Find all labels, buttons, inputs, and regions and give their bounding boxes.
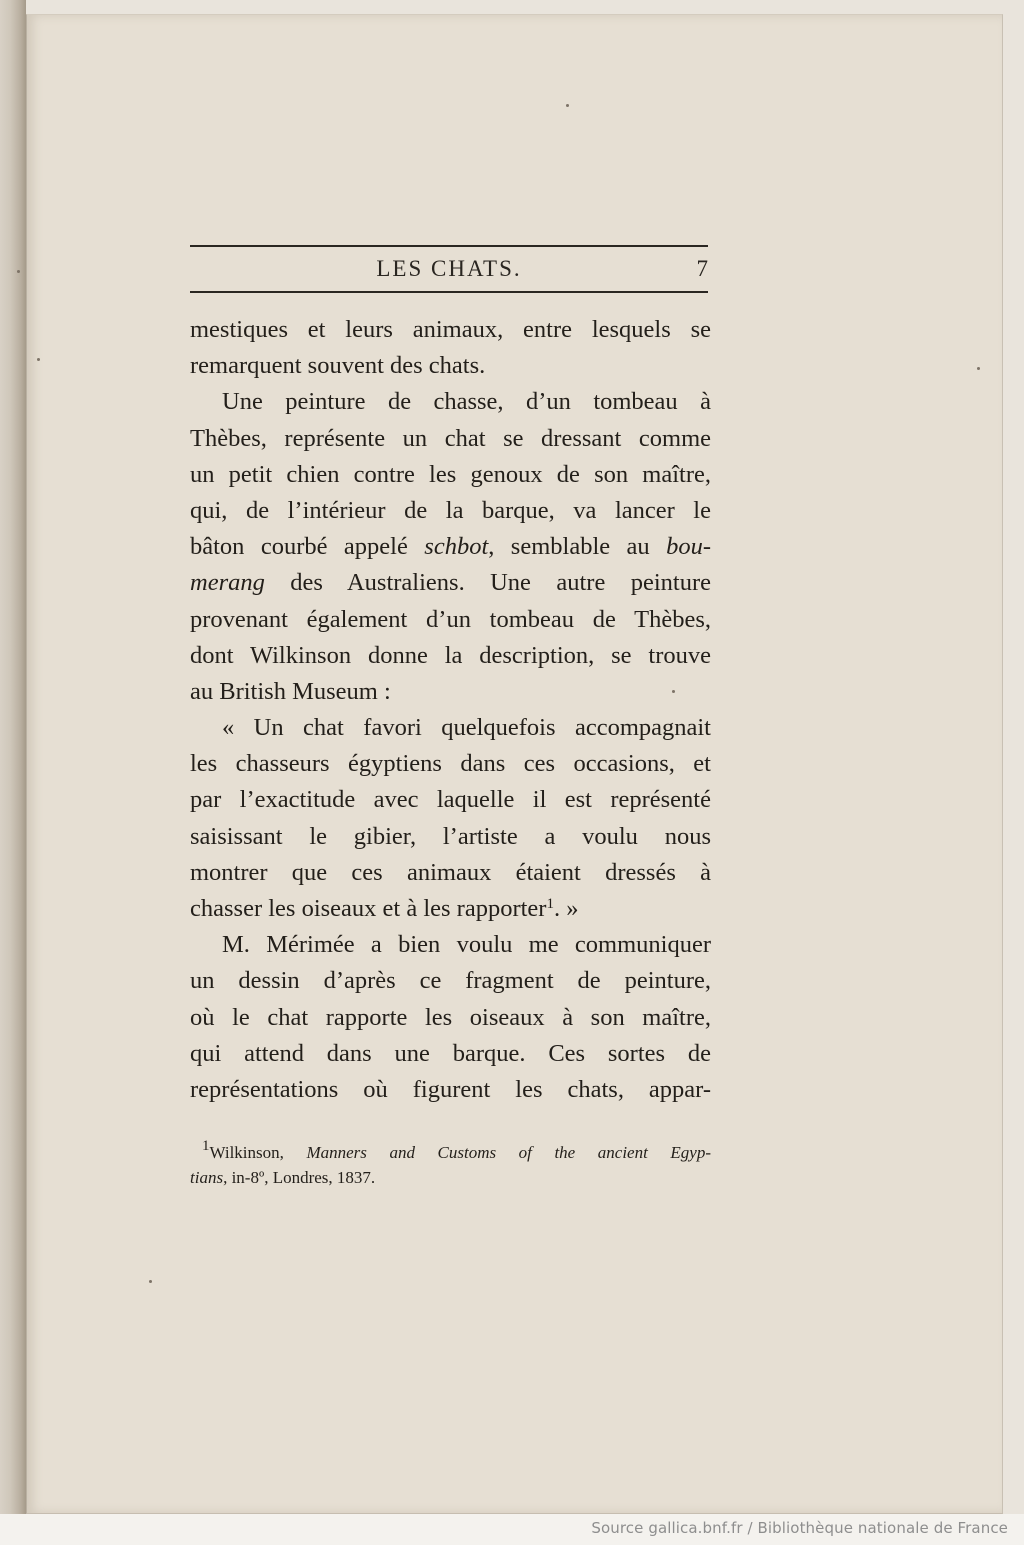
footnote-line: tians, in-8º, Londres, 1837. bbox=[190, 1168, 376, 1187]
text-line: dont Wilkinson donne la description, se trouve bbox=[190, 641, 711, 669]
text-line: merang des Australiens. Une autre peinture bbox=[190, 569, 711, 597]
text-line: où le chat rapporte les oiseaux à son maître, bbox=[190, 1003, 711, 1031]
text-line: provenant également d’un tombeau de Thèbes, bbox=[190, 605, 711, 633]
header-rule-top bbox=[190, 245, 708, 247]
text-line: par l’exactitude avec laquelle il est représenté bbox=[190, 786, 711, 814]
footnote-mark: 1 bbox=[202, 1138, 210, 1154]
footnote bbox=[190, 1140, 711, 1190]
text-line: remarquent souvent des chats. bbox=[190, 352, 486, 380]
paragraph-start-line: M. Mérimée a bien voulu me communiquer bbox=[222, 931, 711, 959]
paper-speck bbox=[566, 104, 569, 107]
text-line: représentations où figurent les chats, appar- bbox=[190, 1075, 711, 1103]
running-title: LES CHATS. bbox=[376, 256, 522, 281]
text-line: qui, de l’intérieur de la barque, va lancer le bbox=[190, 496, 711, 524]
text-line: Thèbes, représente un chat se dressant comme bbox=[190, 424, 711, 452]
page-number: 7 bbox=[696, 256, 708, 281]
text-line: un dessin d’après ce fragment de peinture, bbox=[190, 967, 711, 995]
source-credit: Source gallica.bnf.fr / Bibliothèque nationale de France bbox=[591, 1519, 1008, 1537]
left-page-edge bbox=[0, 0, 26, 1545]
text-line: qui attend dans une barque. Ces sortes de bbox=[190, 1039, 711, 1067]
paragraph-start-line: « Un chat favori quelquefois accompagnait bbox=[222, 714, 711, 742]
text-line: au British Museum : bbox=[190, 677, 391, 705]
body-text bbox=[190, 312, 711, 1108]
paper-speck bbox=[17, 270, 20, 273]
italic-term: merang bbox=[190, 569, 265, 597]
text-line: bâton courbé appelé schbot, semblable au bou- bbox=[190, 533, 711, 561]
footnote-reference: 1 bbox=[546, 896, 554, 912]
text-line: un petit chien contre les genoux de son maître, bbox=[190, 460, 711, 488]
italic-term: bou- bbox=[666, 533, 711, 561]
italic-term: schbot bbox=[424, 533, 489, 561]
paper-speck bbox=[37, 358, 40, 361]
text-line: les chasseurs égyptiens dans ces occasions, et bbox=[190, 750, 711, 778]
paper-speck bbox=[149, 1280, 152, 1283]
text-line: montrer que ces animaux étaient dressés à bbox=[190, 858, 711, 886]
text-line: chasser les oiseaux et à les rapporter$^1$. » bbox=[190, 895, 579, 922]
paragraph-start-line: Une peinture de chasse, d’un tombeau à bbox=[222, 388, 711, 416]
paper-speck bbox=[977, 367, 980, 370]
text-line: saisissant le gibier, l’artiste a voulu nous bbox=[190, 822, 711, 850]
footnote-line: $^1$Wilkinson, Manners and Customs of the ancient Egyp- bbox=[202, 1138, 711, 1162]
text-line: mestiques et leurs animaux, entre lesquels se bbox=[190, 316, 711, 343]
header-rule-bottom bbox=[190, 291, 708, 293]
running-head bbox=[190, 256, 708, 286]
